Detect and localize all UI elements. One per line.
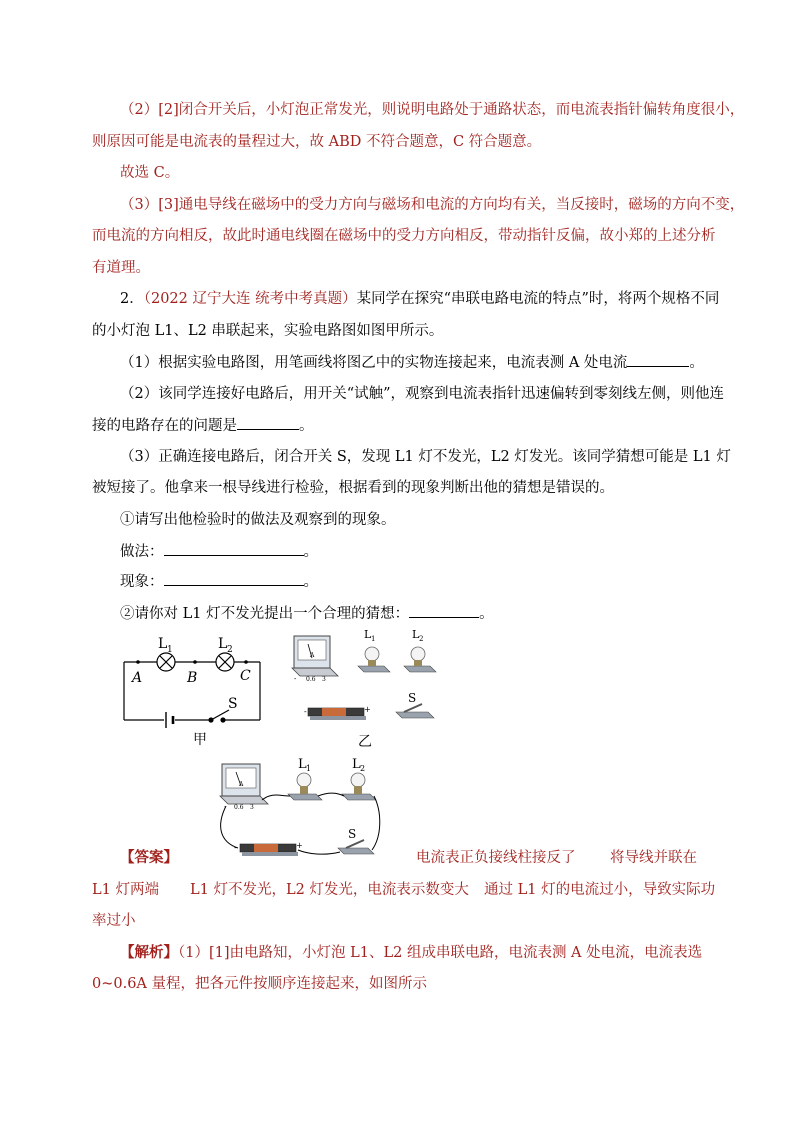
method-end: 。: [303, 544, 318, 560]
solution-line-4: （3）[3]通电导线在磁场中的受力方向与磁场和电流的方向均有关，当反接时，磁场的方向不变，: [120, 197, 745, 213]
answer-circuit-figure: [206, 756, 386, 868]
answer-bulb-l2: [342, 757, 376, 800]
caption-jia: 甲: [193, 732, 207, 748]
answer-item-1: 电流表正负接线柱接反了: [416, 850, 576, 866]
question-stem-1: 某同学在探究“串联电路电流的特点”时，将两个规格不同: [356, 291, 720, 307]
battery-minus: -: [304, 707, 307, 716]
answer-label-l2-sub: 2: [360, 764, 366, 773]
battery-component: [304, 705, 371, 720]
sub-question-1: ①请写出他检验时的做法及观察到的现象。: [120, 512, 396, 528]
answer-item-4: L1 灯不发光，L2 灯发光，电流表示数变大: [190, 882, 469, 898]
label-l1: L: [158, 636, 168, 652]
answer-item-5: 通过 L1 灯的电流过小，导致实际功: [484, 882, 716, 898]
solution-line-3: 故选 C。: [120, 165, 180, 181]
solution-line-2: 则原因可能是电流表的量程过大，故 ABD 不符合题意，C 符合题意。: [92, 134, 542, 150]
answer-label-l1-sub: 1: [306, 764, 312, 773]
answer-item-6: 率过小: [92, 913, 136, 929]
yi-label-l2: L: [412, 628, 420, 641]
answer-ammeter-scale-2: 3: [250, 804, 254, 811]
bulb-l2-component: [404, 628, 436, 672]
yi-label-l2-sub: 2: [419, 635, 424, 643]
battery-plus: +: [364, 705, 371, 714]
label-l2: L: [218, 636, 228, 652]
part-2-line-1: （2）该同学连接好电路后，用开关“试触”，观察到电流表指针迅速偏转到零刻线左侧，则他连: [120, 386, 725, 402]
question-2-stem: [120, 289, 719, 309]
answer-line-1: [120, 848, 178, 868]
answer-battery-minus: -: [234, 843, 237, 852]
sub-question-2: [120, 603, 494, 624]
analysis-label: 【解析】: [120, 944, 178, 961]
part-3-line-1: （3）正确连接电路后，闭合开关 S，发现 L1 灯不发光，L2 灯发光。该同学猜想可能是 L1 灯: [120, 449, 731, 465]
part-2-end: 。: [299, 418, 314, 434]
phenomenon-label: 现象：: [120, 574, 164, 590]
sub-question-2-text: ②请你对 L1 灯不发光提出一个合理的猜想：: [120, 606, 410, 622]
answer-bulb-l1: [288, 757, 322, 800]
analysis-text-1: （1）[1]由电路知，小灯泡 L1、L2 组成串联电路，电流表测 A 处电流，电流表选: [178, 945, 703, 961]
part-2-line-2: [92, 415, 314, 436]
question-source: （2022 辽宁大连 统考中考真题）: [143, 291, 357, 307]
circuit-diagram-jia: [118, 630, 268, 748]
method-label: 做法：: [120, 544, 164, 560]
label-b: B: [187, 670, 198, 686]
part-2-text: 接的电路存在的问题是: [92, 418, 237, 434]
ammeter-scale-2: 3: [322, 676, 326, 683]
label-c: C: [240, 668, 251, 684]
yi-label-l1: L: [364, 628, 372, 641]
part-1: [120, 352, 704, 373]
answer-item-3: L1 灯两端: [92, 882, 159, 898]
answer-label-l2: L: [352, 757, 361, 772]
answer-label-l1: L: [298, 757, 307, 772]
lamp-l1-symbol: [157, 653, 175, 671]
method-row: [120, 541, 318, 562]
sub-question-2-end: 。: [479, 606, 494, 622]
label-l1-sub: 1: [167, 645, 173, 655]
ammeter-minus: -: [294, 675, 297, 683]
answer-blank-2[interactable]: [237, 415, 299, 430]
answer-battery: [234, 841, 303, 856]
yi-label-l1-sub: 1: [371, 635, 376, 643]
ammeter-letter: A: [310, 652, 315, 659]
label-l2-sub: 2: [227, 645, 233, 655]
lamp-l2-symbol: [216, 653, 234, 671]
answer-label: 【答案】: [120, 849, 178, 866]
answer-ammeter: [220, 764, 268, 811]
phenomenon-row: [120, 571, 318, 592]
solution-line-1: （2）[2]闭合开关后，小灯泡正常发光，则说明电路处于通路状态，而电流表指针偏转角度很小，: [120, 102, 745, 118]
answer-item-2: 将导线并联在: [610, 850, 697, 866]
answer-ammeter-letter: A: [239, 781, 244, 788]
phenomenon-blank[interactable]: [164, 571, 304, 586]
answer-ammeter-minus: -: [224, 803, 227, 811]
analysis-line-2: 0~0.6A 量程，把各元件按顺序连接起来，如图所示: [92, 976, 428, 992]
answer-blank-1[interactable]: [627, 352, 689, 367]
caption-yi: 乙: [358, 734, 372, 750]
ammeter-scale-1: 0.6: [306, 676, 316, 683]
ammeter-component: [292, 636, 338, 683]
phenomenon-end: 。: [303, 574, 318, 590]
switch-component: [396, 691, 434, 718]
battery-symbol: [166, 712, 173, 728]
answer-label-s: S: [348, 827, 357, 841]
analysis-line-1: [120, 943, 702, 963]
part-1-text: （1）根据实验电路图，用笔画线将图乙中的实物连接起来，电流表测 A 处电流: [120, 355, 628, 371]
answer-switch: [338, 827, 374, 854]
question-number: 2．: [120, 291, 144, 307]
label-s: S: [228, 696, 238, 712]
method-blank[interactable]: [164, 541, 304, 556]
guess-blank[interactable]: [409, 603, 479, 618]
part-1-end: 。: [689, 355, 704, 371]
question-stem-2: 的小灯泡 L1、L2 串联起来，实验电路图如图甲所示。: [92, 323, 444, 339]
components-figure-yi: [286, 624, 446, 750]
solution-line-5: 而电流的方向相反，故此时通电线圈在磁场中的受力方向相反，带动指针反偏，故小郑的上述分析: [92, 228, 716, 244]
bulb-l1-component: [358, 628, 390, 672]
answer-ammeter-scale-1: 0.6: [234, 804, 244, 811]
solution-line-6: 有道理。: [92, 260, 150, 276]
answer-battery-plus: +: [296, 841, 303, 850]
yi-label-s: S: [408, 691, 417, 705]
part-3-line-2: 被短接了。他拿来一根导线进行检验，根据看到的现象判断出他的猜想是错误的。: [92, 480, 614, 496]
label-a: A: [132, 670, 143, 686]
